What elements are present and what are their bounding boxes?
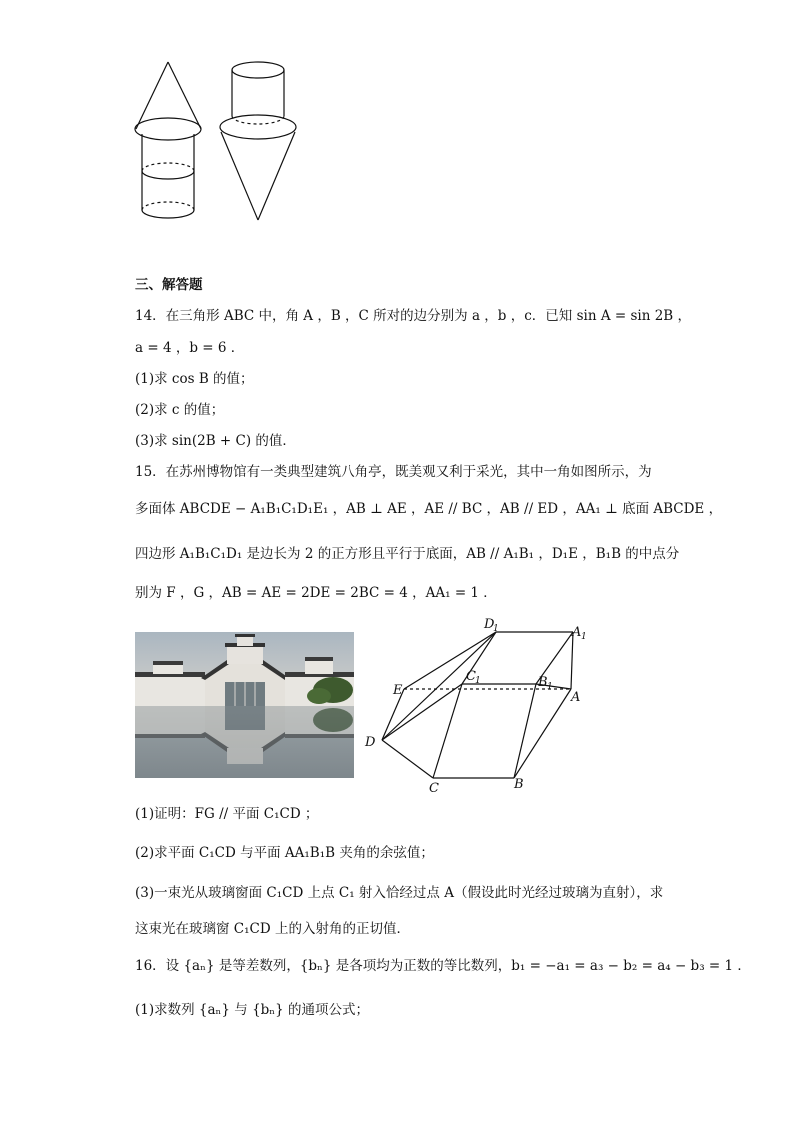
label-B: B [514, 777, 524, 792]
cylinder-on-inverted-cone [220, 62, 296, 220]
vertex-labels [364, 617, 587, 796]
solids-figure [128, 52, 318, 232]
q16-part1: (1)求数列 {aₙ} 与 {bₙ} 的通项公式； [135, 1002, 370, 1018]
polyhedron-figure [362, 612, 602, 798]
q15-stem-line4: 别为 F ，G ，AB = AE = 2DE = 2BC = 4 ，AA₁ = 1 ． [135, 585, 497, 601]
section-heading: 三、解答题 [135, 277, 203, 293]
polyhedron-edges [382, 632, 573, 778]
museum-photo-illustration [135, 632, 354, 778]
q14-part1: (1)求 cos B 的值； [135, 371, 254, 387]
label-D: D [365, 735, 376, 750]
label-C1-sub: 1 [475, 676, 481, 686]
q15-stem-line3: 四边形 A₁B₁C₁D₁ 是边长为 2 的正方形且平行于底面，AB // A₁B₁ ，D₁E ，B₁B 的中点分 [135, 546, 680, 562]
label-E: E [393, 683, 403, 698]
q14-stem-line1: 14．在三角形 ABC 中，角 A ，B ，C 所对的边分别为 a ，b ，c．已知 sin A = sin 2B ， [135, 308, 691, 324]
cone-on-cylinder [135, 62, 201, 218]
label-D1: D [484, 617, 495, 632]
q15-part3-line2: 这束光在玻璃窗 C₁CD 上的入射角的正切值． [135, 921, 410, 937]
q15-part1: (1)证明：FG // 平面 C₁CD ； [135, 806, 319, 822]
museum-photo [135, 632, 354, 778]
label-C: C [429, 781, 439, 796]
q14-part2: (2)求 c 的值； [135, 402, 225, 418]
q15-part2: (2)求平面 C₁CD 与平面 AA₁B₁B 夹角的余弦值； [135, 845, 434, 861]
label-A1: A [572, 625, 582, 640]
q14-part3: (3)求 sin(2B + C) 的值． [135, 433, 296, 449]
label-B1: B [538, 675, 548, 690]
label-A1-sub: 1 [581, 632, 587, 642]
q15-stem-line2: 多面体 ABCDE − A₁B₁C₁D₁E₁ ，AB ⊥ AE ，AE // BC ，AB // ED ，AA₁ ⊥ 底面 ABCDE ， [135, 501, 723, 517]
label-C1: C [466, 669, 476, 684]
q15-part3-line1: (3)一束光从玻璃窗面 C₁CD 上点 C₁ 射入恰经过点 A（假设此时光经过玻璃为直射），求 [135, 885, 664, 901]
label-D1-sub: 1 [493, 624, 499, 634]
label-B1-sub: 1 [547, 682, 553, 692]
label-A: A [571, 690, 581, 705]
q14-stem-line2: a = 4 ，b = 6 ． [135, 340, 245, 356]
q16-stem-line1: 16．设 {aₙ} 是等差数列，{bₙ} 是各项均为正数的等比数列，b₁ = −a₁ = a₃ − b₂ = a₄ − b₃ = 1 ． [135, 958, 751, 974]
q15-stem-line1: 15．在苏州博物馆有一类典型建筑八角亭，既美观又利于采光，其中一角如图所示，为 [135, 464, 652, 480]
